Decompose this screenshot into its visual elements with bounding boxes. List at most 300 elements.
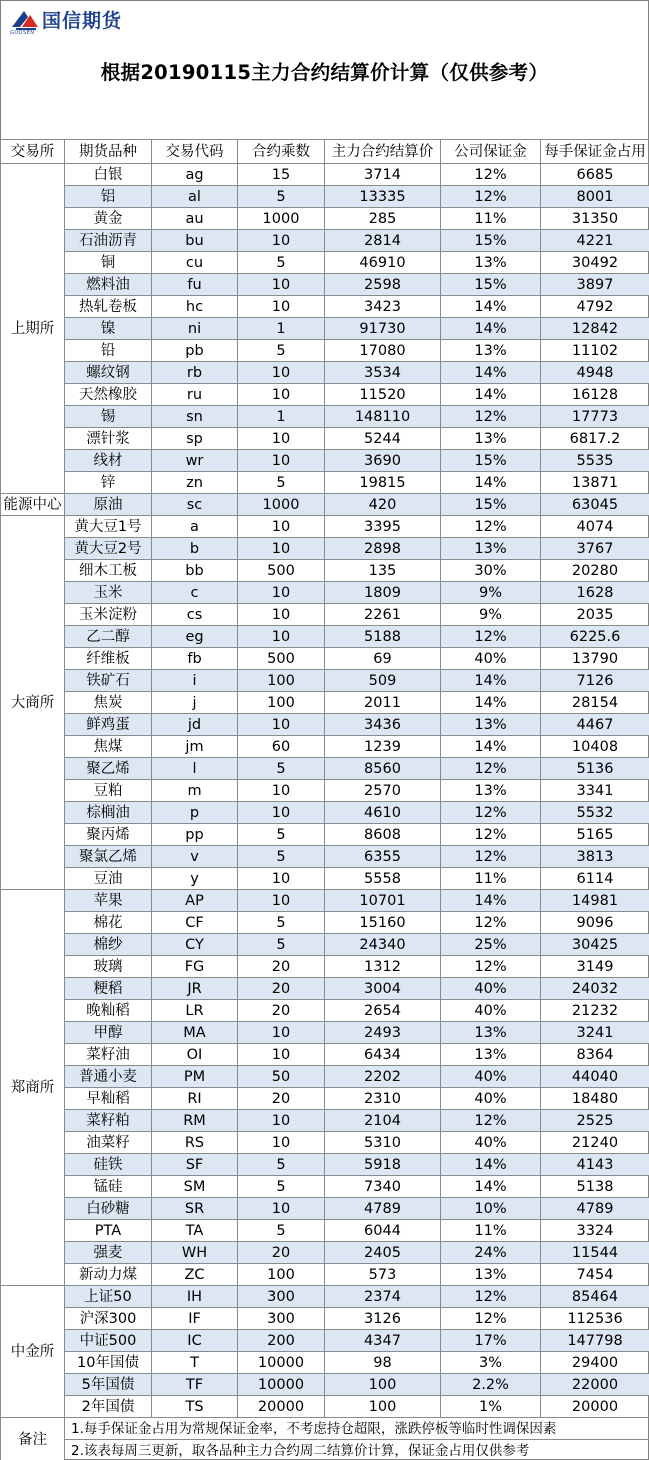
settlement-price-cell: 5244: [325, 428, 441, 450]
margin-per-lot-cell: 6114: [541, 868, 649, 890]
margin-per-lot-cell: 10408: [541, 736, 649, 758]
margin-rate-cell: 13%: [441, 252, 541, 274]
settlement-price-cell: 1312: [325, 956, 441, 978]
settlement-price-cell: 98: [325, 1352, 441, 1374]
margin-per-lot-cell: 7454: [541, 1264, 649, 1286]
margin-per-lot-cell: 3341: [541, 780, 649, 802]
margin-per-lot-cell: 3897: [541, 274, 649, 296]
margin-per-lot-cell: 3767: [541, 538, 649, 560]
multiplier-cell: 5: [238, 252, 325, 274]
margin-rate-cell: 14%: [441, 736, 541, 758]
table-row: [1, 384, 649, 406]
multiplier-cell: 10: [238, 1044, 325, 1066]
code-cell: sp: [152, 428, 238, 450]
settlement-price-cell: 3690: [325, 450, 441, 472]
code-cell: j: [152, 692, 238, 714]
settlement-price-cell: 4347: [325, 1330, 441, 1352]
code-cell: CF: [152, 912, 238, 934]
multiplier-cell: 5: [238, 934, 325, 956]
margin-per-lot-cell: 31350: [541, 208, 649, 230]
margin-rate-cell: 12%: [441, 912, 541, 934]
code-cell: IC: [152, 1330, 238, 1352]
margin-per-lot-cell: 18480: [541, 1088, 649, 1110]
code-cell: eg: [152, 626, 238, 648]
margin-per-lot-cell: 9096: [541, 912, 649, 934]
multiplier-cell: 100: [238, 670, 325, 692]
code-cell: ru: [152, 384, 238, 406]
table-row: [1, 560, 649, 582]
multiplier-cell: 10: [238, 230, 325, 252]
margin-per-lot-cell: 28154: [541, 692, 649, 714]
margin-rate-cell: 15%: [441, 450, 541, 472]
exchange-cell: 大商所: [1, 516, 65, 890]
margin-rate-cell: 14%: [441, 362, 541, 384]
table-row: [1, 1330, 649, 1352]
table-row: [1, 780, 649, 802]
code-cell: au: [152, 208, 238, 230]
settlement-price-cell: 3714: [325, 164, 441, 186]
margin-per-lot-cell: 3813: [541, 846, 649, 868]
product-cell: PTA: [65, 1220, 152, 1242]
product-cell: 乙二醇: [65, 626, 152, 648]
multiplier-cell: 10: [238, 868, 325, 890]
margin-per-lot-cell: 12842: [541, 318, 649, 340]
code-cell: hc: [152, 296, 238, 318]
page-title: 根据20190115主力合约结算价计算（仅供参考）: [100, 61, 549, 84]
margin-rate-cell: 9%: [441, 582, 541, 604]
product-cell: 铁矿石: [65, 670, 152, 692]
code-cell: CY: [152, 934, 238, 956]
multiplier-cell: 1000: [238, 494, 325, 516]
table-row: [1, 824, 649, 846]
table-row: [1, 736, 649, 758]
product-cell: 5年国债: [65, 1374, 152, 1396]
code-cell: RS: [152, 1132, 238, 1154]
margin-rate-cell: 13%: [441, 428, 541, 450]
product-cell: 早籼稻: [65, 1088, 152, 1110]
multiplier-cell: 20000: [238, 1396, 325, 1418]
product-cell: 白银: [65, 164, 152, 186]
margin-per-lot-cell: 30425: [541, 934, 649, 956]
margin-rate-cell: 15%: [441, 494, 541, 516]
margin-rate-cell: 12%: [441, 626, 541, 648]
code-cell: jm: [152, 736, 238, 758]
multiplier-cell: 10: [238, 362, 325, 384]
settlement-price-cell: 6044: [325, 1220, 441, 1242]
table-row: [1, 670, 649, 692]
product-cell: 焦煤: [65, 736, 152, 758]
multiplier-cell: 10: [238, 1132, 325, 1154]
margin-per-lot-cell: 17773: [541, 406, 649, 428]
table-row: [1, 758, 649, 780]
settlement-price-cell: 17080: [325, 340, 441, 362]
margin-rate-cell: 14%: [441, 890, 541, 912]
margin-rate-cell: 14%: [441, 384, 541, 406]
product-cell: 锡: [65, 406, 152, 428]
code-cell: a: [152, 516, 238, 538]
table-row: [1, 714, 649, 736]
margin-rate-cell: 12%: [441, 186, 541, 208]
settlement-price-cell: 69: [325, 648, 441, 670]
settlement-price-cell: 2011: [325, 692, 441, 714]
margin-rate-cell: 13%: [441, 538, 541, 560]
margin-per-lot-cell: 4792: [541, 296, 649, 318]
note-text: 2.该表每周三更新，取各品种主力合约周二结算价计算，保证金占用仅供参考: [65, 1440, 649, 1460]
table-row: [1, 846, 649, 868]
code-cell: y: [152, 868, 238, 890]
multiplier-cell: 5: [238, 472, 325, 494]
product-cell: 菜籽油: [65, 1044, 152, 1066]
margin-per-lot-cell: 1628: [541, 582, 649, 604]
product-cell: 铝: [65, 186, 152, 208]
table-body: [1, 164, 649, 1460]
multiplier-cell: 300: [238, 1308, 325, 1330]
margin-per-lot-cell: 147798: [541, 1330, 649, 1352]
product-cell: 黄金: [65, 208, 152, 230]
code-cell: TS: [152, 1396, 238, 1418]
settlement-price-cell: 100: [325, 1396, 441, 1418]
product-cell: 普通小麦: [65, 1066, 152, 1088]
product-cell: 玻璃: [65, 956, 152, 978]
multiplier-cell: 10: [238, 428, 325, 450]
margin-rate-cell: 12%: [441, 802, 541, 824]
product-cell: 苹果: [65, 890, 152, 912]
product-cell: 热轧卷板: [65, 296, 152, 318]
table-row: [1, 1242, 649, 1264]
product-cell: 上证50: [65, 1286, 152, 1308]
product-cell: 白砂糖: [65, 1198, 152, 1220]
margin-per-lot-cell: 5138: [541, 1176, 649, 1198]
margin-rate-cell: 40%: [441, 1132, 541, 1154]
settlement-price-cell: 2654: [325, 1000, 441, 1022]
margin-rate-cell: 14%: [441, 692, 541, 714]
code-cell: fu: [152, 274, 238, 296]
table-row: [1, 340, 649, 362]
product-cell: 镍: [65, 318, 152, 340]
settlement-price-cell: 3436: [325, 714, 441, 736]
margin-rate-cell: 13%: [441, 340, 541, 362]
product-cell: 聚丙烯: [65, 824, 152, 846]
margin-rate-cell: 2.2%: [441, 1374, 541, 1396]
table-row: [1, 428, 649, 450]
settlement-price-cell: 5558: [325, 868, 441, 890]
multiplier-cell: 10: [238, 626, 325, 648]
margin-per-lot-cell: 29400: [541, 1352, 649, 1374]
multiplier-cell: 10: [238, 538, 325, 560]
product-cell: 纤维板: [65, 648, 152, 670]
margin-per-lot-cell: 4789: [541, 1198, 649, 1220]
code-cell: rb: [152, 362, 238, 384]
table-row: [1, 274, 649, 296]
margin-per-lot-cell: 3149: [541, 956, 649, 978]
table-row: [1, 604, 649, 626]
multiplier-cell: 20: [238, 1088, 325, 1110]
margin-per-lot-cell: 11544: [541, 1242, 649, 1264]
settlement-price-cell: 8608: [325, 824, 441, 846]
table-row: [1, 1396, 649, 1418]
margin-per-lot-cell: 4467: [541, 714, 649, 736]
product-cell: 原油: [65, 494, 152, 516]
table-row: [1, 1220, 649, 1242]
margin-per-lot-cell: 13871: [541, 472, 649, 494]
code-cell: PM: [152, 1066, 238, 1088]
table-row: [1, 912, 649, 934]
product-cell: 天然橡胶: [65, 384, 152, 406]
settlement-price-cell: 2310: [325, 1088, 441, 1110]
margin-rate-cell: 14%: [441, 1176, 541, 1198]
product-cell: 焦炭: [65, 692, 152, 714]
header-product: 期货品种: [65, 140, 152, 164]
settlement-price-cell: 3126: [325, 1308, 441, 1330]
margin-per-lot-cell: 14981: [541, 890, 649, 912]
code-cell: al: [152, 186, 238, 208]
code-cell: ZC: [152, 1264, 238, 1286]
product-cell: 黄大豆2号: [65, 538, 152, 560]
header-code: 交易代码: [152, 140, 238, 164]
margin-per-lot-cell: 5165: [541, 824, 649, 846]
header-settlement-price: 主力合约结算价: [325, 140, 441, 164]
product-cell: 黄大豆1号: [65, 516, 152, 538]
multiplier-cell: 100: [238, 692, 325, 714]
margin-per-lot-cell: 4074: [541, 516, 649, 538]
notes-row: [1, 1440, 649, 1460]
table-row: [1, 252, 649, 274]
margin-rate-cell: 13%: [441, 780, 541, 802]
table-row: [1, 296, 649, 318]
margin-per-lot-cell: 6817.2: [541, 428, 649, 450]
margin-rate-cell: 9%: [441, 604, 541, 626]
settlement-price-cell: 2570: [325, 780, 441, 802]
product-cell: 漂针浆: [65, 428, 152, 450]
code-cell: m: [152, 780, 238, 802]
margin-rate-cell: 12%: [441, 824, 541, 846]
table-row: [1, 802, 649, 824]
margin-rate-cell: 12%: [441, 1286, 541, 1308]
code-cell: sn: [152, 406, 238, 428]
code-cell: TA: [152, 1220, 238, 1242]
product-cell: 玉米淀粉: [65, 604, 152, 626]
code-cell: T: [152, 1352, 238, 1374]
margin-per-lot-cell: 21232: [541, 1000, 649, 1022]
settlement-price-cell: 24340: [325, 934, 441, 956]
margin-per-lot-cell: 20280: [541, 560, 649, 582]
margin-rate-cell: 14%: [441, 318, 541, 340]
settlement-price-cell: 5918: [325, 1154, 441, 1176]
margin-per-lot-cell: 4143: [541, 1154, 649, 1176]
code-cell: SM: [152, 1176, 238, 1198]
multiplier-cell: 10: [238, 296, 325, 318]
table-row: [1, 1066, 649, 1088]
settlement-price-cell: 13335: [325, 186, 441, 208]
product-cell: 中证500: [65, 1330, 152, 1352]
settlement-price-cell: 148110: [325, 406, 441, 428]
multiplier-cell: 1: [238, 318, 325, 340]
margin-rate-cell: 13%: [441, 1044, 541, 1066]
code-cell: OI: [152, 1044, 238, 1066]
margin-rate-cell: 13%: [441, 1022, 541, 1044]
product-cell: 2年国债: [65, 1396, 152, 1418]
margin-rate-cell: 25%: [441, 934, 541, 956]
product-cell: 聚乙烯: [65, 758, 152, 780]
multiplier-cell: 10: [238, 384, 325, 406]
settlement-price-cell: 4610: [325, 802, 441, 824]
settlement-price-cell: 1239: [325, 736, 441, 758]
product-cell: 豆油: [65, 868, 152, 890]
table-row: [1, 164, 649, 186]
margin-rate-cell: 12%: [441, 846, 541, 868]
multiplier-cell: 10000: [238, 1352, 325, 1374]
margin-rate-cell: 40%: [441, 978, 541, 1000]
multiplier-cell: 10: [238, 582, 325, 604]
multiplier-cell: 10: [238, 1198, 325, 1220]
multiplier-cell: 300: [238, 1286, 325, 1308]
settlement-price-cell: 6434: [325, 1044, 441, 1066]
table-row: [1, 1110, 649, 1132]
table-row: [1, 1286, 649, 1308]
multiplier-cell: 5: [238, 340, 325, 362]
logo-subtext: GUOSEN: [10, 30, 35, 36]
settlement-price-cell: 2104: [325, 1110, 441, 1132]
table-row: [1, 208, 649, 230]
margin-per-lot-cell: 63045: [541, 494, 649, 516]
product-cell: 燃料油: [65, 274, 152, 296]
multiplier-cell: 5: [238, 186, 325, 208]
code-cell: pp: [152, 824, 238, 846]
margin-rate-cell: 40%: [441, 1088, 541, 1110]
table-row: [1, 1088, 649, 1110]
margin-rate-cell: 13%: [441, 1264, 541, 1286]
settlement-price-cell: 3395: [325, 516, 441, 538]
settlement-price-cell: 2493: [325, 1022, 441, 1044]
table-row: [1, 1198, 649, 1220]
table-row: [1, 362, 649, 384]
margin-per-lot-cell: 3241: [541, 1022, 649, 1044]
margin-rate-cell: 12%: [441, 164, 541, 186]
code-cell: i: [152, 670, 238, 692]
multiplier-cell: 10: [238, 1022, 325, 1044]
settlement-price-cell: 420: [325, 494, 441, 516]
table-row: [1, 1176, 649, 1198]
table-row: [1, 1154, 649, 1176]
multiplier-cell: 1000: [238, 208, 325, 230]
product-cell: 沪深300: [65, 1308, 152, 1330]
product-cell: 10年国债: [65, 1352, 152, 1374]
product-cell: 油菜籽: [65, 1132, 152, 1154]
multiplier-cell: 10: [238, 604, 325, 626]
margin-per-lot-cell: 4221: [541, 230, 649, 252]
settlement-price-cell: 135: [325, 560, 441, 582]
settlement-price-cell: 2814: [325, 230, 441, 252]
margin-per-lot-cell: 21240: [541, 1132, 649, 1154]
code-cell: IH: [152, 1286, 238, 1308]
multiplier-cell: 500: [238, 560, 325, 582]
margin-rate-cell: 40%: [441, 1000, 541, 1022]
margin-per-lot-cell: 4948: [541, 362, 649, 384]
multiplier-cell: 10: [238, 714, 325, 736]
margin-rate-cell: 12%: [441, 516, 541, 538]
table-row: [1, 1022, 649, 1044]
settlement-price-cell: 3534: [325, 362, 441, 384]
code-cell: l: [152, 758, 238, 780]
margin-rate-cell: 24%: [441, 1242, 541, 1264]
product-cell: 线材: [65, 450, 152, 472]
multiplier-cell: 20: [238, 1242, 325, 1264]
multiplier-cell: 50: [238, 1066, 325, 1088]
table-row: [1, 318, 649, 340]
table-row: [1, 516, 649, 538]
table-row: [1, 472, 649, 494]
table-row: [1, 1308, 649, 1330]
margin-per-lot-cell: 8364: [541, 1044, 649, 1066]
margin-rate-cell: 11%: [441, 868, 541, 890]
table-row: [1, 648, 649, 670]
code-cell: c: [152, 582, 238, 604]
settlement-price-cell: 19815: [325, 472, 441, 494]
table-row: [1, 1132, 649, 1154]
settlement-price-cell: 573: [325, 1264, 441, 1286]
guosen-logo-icon: [10, 7, 40, 31]
code-cell: wr: [152, 450, 238, 472]
margin-per-lot-cell: 5535: [541, 450, 649, 472]
product-cell: 棕榈油: [65, 802, 152, 824]
code-cell: MA: [152, 1022, 238, 1044]
margin-rate-cell: 11%: [441, 208, 541, 230]
multiplier-cell: 200: [238, 1330, 325, 1352]
margin-per-lot-cell: 16128: [541, 384, 649, 406]
table-row: [1, 1000, 649, 1022]
table-row: [1, 934, 649, 956]
product-cell: 螺纹钢: [65, 362, 152, 384]
table-row: [1, 186, 649, 208]
table-row: [1, 230, 649, 252]
table-row: [1, 1352, 649, 1374]
margin-rate-cell: 17%: [441, 1330, 541, 1352]
header-multiplier: 合约乘数: [238, 140, 325, 164]
code-cell: cu: [152, 252, 238, 274]
code-cell: RI: [152, 1088, 238, 1110]
exchange-cell: 能源中心: [1, 494, 65, 516]
settlement-price-cell: 6355: [325, 846, 441, 868]
settlement-price-cell: 91730: [325, 318, 441, 340]
settlement-price-cell: 8560: [325, 758, 441, 780]
table-row: [1, 406, 649, 428]
margin-rate-cell: 30%: [441, 560, 541, 582]
code-cell: WH: [152, 1242, 238, 1264]
logo-text: 国信期货: [42, 9, 123, 32]
multiplier-cell: 5: [238, 824, 325, 846]
code-cell: SF: [152, 1154, 238, 1176]
settlement-price-cell: 509: [325, 670, 441, 692]
margin-per-lot-cell: 13790: [541, 648, 649, 670]
product-cell: 硅铁: [65, 1154, 152, 1176]
code-cell: bb: [152, 560, 238, 582]
product-cell: 粳稻: [65, 978, 152, 1000]
code-cell: b: [152, 538, 238, 560]
settlement-price-cell: 5310: [325, 1132, 441, 1154]
product-cell: 甲醇: [65, 1022, 152, 1044]
product-cell: 晚籼稻: [65, 1000, 152, 1022]
margin-rate-cell: 14%: [441, 296, 541, 318]
multiplier-cell: 5: [238, 846, 325, 868]
margin-rate-cell: 40%: [441, 648, 541, 670]
product-cell: 铜: [65, 252, 152, 274]
margin-rate-cell: 14%: [441, 472, 541, 494]
multiplier-cell: 5: [238, 912, 325, 934]
code-cell: RM: [152, 1110, 238, 1132]
multiplier-cell: 1: [238, 406, 325, 428]
settlement-price-cell: 2374: [325, 1286, 441, 1308]
settlement-price-cell: 7340: [325, 1176, 441, 1198]
